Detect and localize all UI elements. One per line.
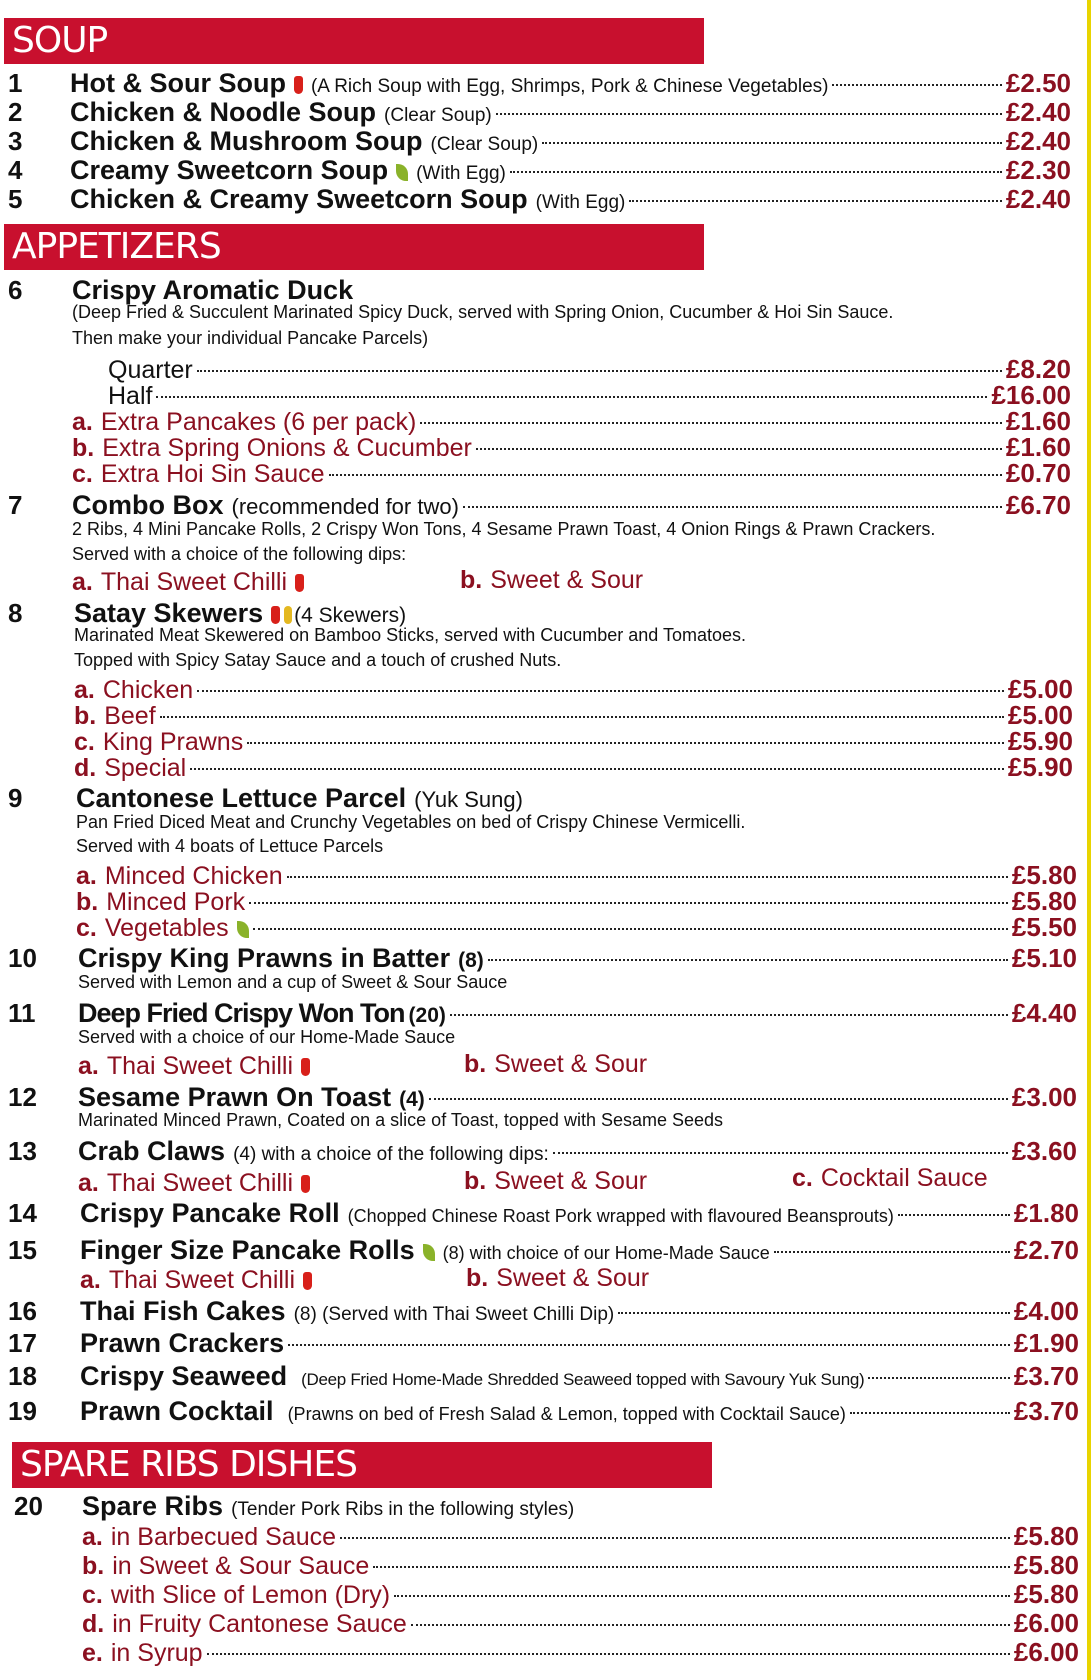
item-number: 18 <box>8 1361 37 1391</box>
item-name: Crab Claws <box>78 1136 226 1166</box>
option-name: Sweet & Sour <box>494 1167 648 1195</box>
menu-item <box>0 1396 1091 1426</box>
option-letter: b. <box>466 1264 489 1292</box>
dot-leader <box>190 768 1004 770</box>
dot-leader <box>496 113 1002 115</box>
dot-leader <box>618 1312 1010 1314</box>
item-name: Deep Fried Crispy Won Ton <box>78 998 405 1028</box>
item-price: £6.70 <box>1005 490 1071 520</box>
dot-leader <box>629 200 1002 202</box>
item-name: Cantonese Lettuce Parcel <box>76 783 407 813</box>
menu-item <box>0 943 1091 973</box>
option-letter: a. <box>72 568 93 596</box>
item-price: £2.70 <box>1013 1235 1079 1265</box>
item-name: Crispy King Prawns in Batter <box>78 943 451 973</box>
item-description: Marinated Minced Prawn, Coated on a slice of Toast, topped with Sesame Seeds <box>78 1110 724 1130</box>
option-letter: b. <box>464 1167 487 1195</box>
option-name: Sweet & Sour <box>494 1050 648 1078</box>
option-letter: a. <box>72 408 93 436</box>
dot-leader <box>411 1624 1010 1626</box>
item-name: Crispy Seaweed <box>80 1361 288 1391</box>
option-name: Thai Sweet Chilli <box>106 1169 294 1197</box>
option-row <box>460 565 643 595</box>
chilli-icon <box>301 1175 310 1193</box>
option-row <box>76 912 1077 943</box>
dot-leader <box>253 928 1008 930</box>
option-name: Sweet & Sour <box>490 566 644 594</box>
menu-item <box>0 490 1091 520</box>
item-number: 6 <box>8 275 23 305</box>
option-letter: c. <box>76 914 97 942</box>
option-name: Thai Sweet Chilli <box>100 568 288 596</box>
item-number: 5 <box>8 184 23 214</box>
option-name: Minced Chicken <box>104 862 283 890</box>
dot-leader <box>340 1537 1010 1539</box>
menu-item <box>0 1296 1091 1326</box>
leaf-icon <box>396 164 408 181</box>
item-price: £0.70 <box>1005 458 1071 488</box>
menu-item <box>0 126 1091 156</box>
item-note: (Prawns on bed of Fresh Salad & Lemon, topped with Cocktail Sauce) <box>287 1404 846 1424</box>
item-name: Crispy Aromatic Duck <box>72 275 354 305</box>
item-note: (With Egg) <box>535 192 626 213</box>
dot-leader <box>287 876 1008 878</box>
option-row <box>82 1550 1079 1581</box>
item-price: £1.60 <box>1005 406 1071 436</box>
item-number: 16 <box>8 1296 37 1326</box>
section-banner-appetizers <box>4 224 704 270</box>
option-letter: b. <box>460 566 483 594</box>
chilli-icon <box>303 1272 312 1290</box>
dot-leader <box>156 396 987 398</box>
option-name: Extra Pancakes (6 per pack) <box>100 408 417 436</box>
item-price: £2.50 <box>1005 68 1071 98</box>
option-name: Thai Sweet Chilli <box>108 1266 296 1294</box>
option-letter: a. <box>78 1169 99 1197</box>
item-number: 12 <box>8 1082 37 1112</box>
item-name: Creamy Sweetcorn Soup <box>70 155 389 185</box>
option-row <box>464 1049 647 1079</box>
option-name: in Syrup <box>110 1639 203 1667</box>
option-letter: b. <box>72 434 95 462</box>
chilli-icon <box>301 1058 310 1076</box>
dot-leader <box>160 716 1004 718</box>
item-number: 10 <box>8 943 37 973</box>
nut-icon <box>284 606 292 624</box>
item-price: £5.00 <box>1007 674 1073 704</box>
item-price: £4.40 <box>1011 998 1077 1028</box>
option-row <box>82 1608 1079 1639</box>
item-price: £5.10 <box>1011 943 1077 973</box>
item-note: (8) (Served with Thai Sweet Chilli Dip) <box>293 1304 615 1325</box>
dot-leader <box>476 448 1002 450</box>
dot-leader <box>510 171 1002 173</box>
item-name: Chicken & Noodle Soup <box>70 97 377 127</box>
chilli-icon <box>295 574 304 592</box>
dot-leader <box>420 422 1002 424</box>
option-name: Special <box>104 754 187 782</box>
item-price: £6.00 <box>1013 1637 1079 1667</box>
item-price: £3.60 <box>1011 1136 1077 1166</box>
dot-leader <box>488 959 1008 961</box>
item-number: 17 <box>8 1328 37 1358</box>
sub-item-name: Quarter <box>108 356 193 384</box>
chilli-icon <box>271 606 280 624</box>
dot-leader <box>450 1014 1008 1016</box>
dot-leader <box>463 506 1002 508</box>
option-letter: a. <box>74 676 95 704</box>
item-description: Served with a choice of our Home-Made Sauce <box>78 1027 456 1047</box>
item-note: (Chopped Chinese Roast Pork wrapped with flavoured Beansprouts) <box>347 1206 894 1226</box>
option-row <box>82 1521 1079 1552</box>
item-name: Satay Skewers <box>74 598 264 628</box>
option-letter: b. <box>74 702 97 730</box>
dot-leader <box>832 84 1001 86</box>
item-number: 9 <box>8 783 23 813</box>
item-price: £5.90 <box>1007 752 1073 782</box>
option-letter: a. <box>78 1052 99 1080</box>
option-row <box>792 1163 988 1193</box>
option-letter: d. <box>74 754 97 782</box>
item-name: Combo Box <box>72 490 224 520</box>
item-number: 7 <box>8 490 23 520</box>
item-price: £5.90 <box>1007 726 1073 756</box>
option-letter: c. <box>82 1581 103 1609</box>
item-price: £5.00 <box>1007 700 1073 730</box>
item-name: Sesame Prawn On Toast <box>78 1082 392 1112</box>
option-name: Extra Spring Onions & Cucumber <box>102 434 472 462</box>
item-number: 15 <box>8 1235 37 1265</box>
item-price: £2.40 <box>1005 126 1071 156</box>
option-letter: b. <box>76 888 99 916</box>
dot-leader <box>542 142 1002 144</box>
option-name: in Sweet & Sour Sauce <box>112 1552 370 1580</box>
option-letter: c. <box>74 728 95 756</box>
menu-item <box>0 155 1091 185</box>
option-letter: b. <box>464 1050 487 1078</box>
dot-leader <box>429 1098 1008 1100</box>
sub-item-name: Half <box>108 382 153 410</box>
dot-leader <box>868 1377 1010 1379</box>
option-row <box>74 752 1073 783</box>
option-row <box>72 458 1071 489</box>
item-number: 11 <box>8 998 36 1028</box>
menu-item <box>0 1328 1091 1358</box>
item-number: 8 <box>8 598 23 628</box>
item-price: £5.80 <box>1011 886 1077 916</box>
menu-item <box>0 998 1091 1028</box>
option-row <box>80 1265 312 1295</box>
item-number: 3 <box>8 126 23 156</box>
option-row <box>78 1051 310 1081</box>
item-price: £3.00 <box>1011 1082 1077 1112</box>
item-description: Served with Lemon and a cup of Sweet & Sour Sauce <box>78 972 508 992</box>
item-name: Hot & Sour Soup <box>70 68 286 98</box>
option-name: Cocktail Sauce <box>820 1164 988 1192</box>
section-banner-spare-ribs <box>12 1442 712 1488</box>
item-description: Marinated Meat Skewered on Bamboo Sticks, served with Cucumber and Tomatoes. <box>74 625 746 645</box>
option-name: Vegetables <box>104 914 229 942</box>
item-price: £5.80 <box>1013 1550 1079 1580</box>
menu-item <box>0 184 1091 214</box>
item-name: Finger Size Pancake Rolls <box>80 1235 415 1265</box>
dot-leader <box>288 1344 1010 1346</box>
option-letter: b. <box>82 1552 105 1580</box>
item-note: (8) <box>458 949 484 972</box>
option-letter: e. <box>82 1639 103 1667</box>
chilli-icon <box>294 76 303 94</box>
option-row <box>72 567 304 597</box>
dot-leader <box>329 474 1002 476</box>
option-name: Minced Pork <box>106 888 246 916</box>
item-price: £2.40 <box>1005 184 1071 214</box>
option-name: Sweet & Sour <box>496 1264 650 1292</box>
item-price: £3.70 <box>1013 1396 1079 1426</box>
dot-leader <box>373 1566 1010 1568</box>
option-name: Chicken <box>102 676 194 704</box>
item-price: £2.40 <box>1005 97 1071 127</box>
item-note: (Clear Soup) <box>384 105 492 126</box>
item-number: 4 <box>8 155 23 185</box>
dot-leader <box>197 370 1002 372</box>
dot-leader <box>774 1251 1010 1253</box>
section-banner-soup <box>4 18 704 64</box>
item-name: Prawn Crackers <box>80 1328 285 1358</box>
dot-leader <box>850 1412 1010 1414</box>
item-note: (20) <box>408 1004 446 1027</box>
item-price: £1.80 <box>1013 1198 1079 1228</box>
item-note: (4) with a choice of the following dips: <box>233 1144 549 1165</box>
section-title: APPETIZERS <box>12 226 221 267</box>
item-price: £1.60 <box>1005 432 1071 462</box>
item-price: £16.00 <box>991 380 1071 410</box>
item-note: (A Rich Soup with Egg, Shrimps, Pork & Chinese Vegetables) <box>310 76 829 97</box>
item-note: (recommended for two) <box>231 494 459 519</box>
menu-item <box>0 1198 1091 1228</box>
item-name: Thai Fish Cakes <box>80 1296 286 1326</box>
menu-item <box>0 97 1091 127</box>
item-note: (Clear Soup) <box>430 134 539 155</box>
dot-leader <box>553 1152 1008 1154</box>
item-number: 14 <box>8 1198 37 1228</box>
item-price: £6.00 <box>1013 1608 1079 1638</box>
section-title: SPARE RIBS DISHES <box>20 1444 357 1485</box>
option-row <box>78 1168 310 1198</box>
option-letter: a. <box>82 1523 103 1551</box>
section-title: SOUP <box>12 20 108 61</box>
item-description: Served with a choice of the following dips: <box>72 544 407 564</box>
item-description: Topped with Spicy Satay Sauce and a touch of crushed Nuts. <box>74 650 562 670</box>
dot-leader <box>207 1653 1010 1655</box>
item-note: (4) <box>399 1088 425 1111</box>
item-description: Then make your individual Pancake Parcels) <box>72 328 429 348</box>
menu-item <box>0 68 1091 98</box>
item-price: £1.90 <box>1013 1328 1079 1358</box>
item-price: £2.30 <box>1005 155 1071 185</box>
leaf-icon <box>237 921 249 938</box>
item-number: 20 <box>14 1491 43 1521</box>
item-name: Chicken & Mushroom Soup <box>70 126 423 156</box>
item-note: (Deep Fried Home-Made Shredded Seaweed topped with Savoury Yuk Sung) <box>301 1370 865 1389</box>
item-description: 2 Ribs, 4 Mini Pancake Rolls, 2 Crispy Won Tons, 4 Sesame Prawn Toast, 4 Onion Rings & Prawn Crackers. <box>72 519 936 539</box>
option-name: King Prawns <box>102 728 244 756</box>
item-number: 13 <box>8 1136 37 1166</box>
item-price: £3.70 <box>1013 1361 1079 1391</box>
option-name: with Slice of Lemon (Dry) <box>110 1581 391 1609</box>
option-letter: c. <box>72 460 93 488</box>
option-name: Extra Hoi Sin Sauce <box>100 460 325 488</box>
dot-leader <box>394 1595 1010 1597</box>
item-price: £5.80 <box>1011 860 1077 890</box>
item-number: 19 <box>8 1396 37 1426</box>
menu-item <box>0 1361 1091 1391</box>
item-name: Chicken & Creamy Sweetcorn Soup <box>70 184 528 214</box>
menu-item <box>0 783 1091 813</box>
option-row <box>466 1263 649 1293</box>
menu-item <box>0 1491 1091 1521</box>
leaf-icon <box>423 1244 435 1261</box>
item-description: Pan Fried Diced Meat and Crunchy Vegetables on bed of Crispy Chinese Vermicelli. <box>76 812 746 832</box>
item-note: (With Egg) <box>416 163 506 184</box>
option-row <box>82 1579 1079 1610</box>
item-note: (8) with choice of our Home-Made Sauce <box>442 1243 770 1263</box>
option-letter: d. <box>82 1610 105 1638</box>
item-description: Served with 4 boats of Lettuce Parcels <box>76 836 384 856</box>
option-name: Beef <box>104 702 156 730</box>
item-name: Spare Ribs <box>82 1491 224 1521</box>
item-price: £8.20 <box>1005 354 1071 384</box>
menu-item <box>0 1235 1091 1265</box>
item-name: Prawn Cocktail <box>80 1396 274 1426</box>
option-letter: c. <box>792 1164 813 1192</box>
item-name: Crispy Pancake Roll <box>80 1198 340 1228</box>
option-name: in Fruity Cantonese Sauce <box>112 1610 407 1638</box>
item-description: (Deep Fried & Succulent Marinated Spicy Duck, served with Spring Onion, Cucumber & Hoi Sin Sauce. <box>72 302 894 322</box>
item-note: (4 Skewers) <box>294 604 407 627</box>
item-price: £5.50 <box>1011 912 1077 942</box>
item-note: (Yuk Sung) <box>414 787 523 812</box>
option-row <box>464 1166 647 1196</box>
menu-item <box>0 1136 1091 1166</box>
item-note: (Tender Pork Ribs in the following styles) <box>231 1499 575 1520</box>
dot-leader <box>898 1214 1010 1216</box>
option-letter: a. <box>80 1266 101 1294</box>
item-price: £5.80 <box>1013 1579 1079 1609</box>
option-letter: a. <box>76 862 97 890</box>
dot-leader <box>247 742 1004 744</box>
dot-leader <box>197 690 1004 692</box>
dot-leader <box>249 902 1008 904</box>
item-price: £5.80 <box>1013 1521 1079 1551</box>
option-name: Thai Sweet Chilli <box>106 1052 294 1080</box>
item-number: 2 <box>8 97 23 127</box>
page-edge-stripe <box>1087 0 1091 1680</box>
option-name: in Barbecued Sauce <box>110 1523 337 1551</box>
item-number: 1 <box>8 68 23 98</box>
item-price: £4.00 <box>1013 1296 1079 1326</box>
option-row <box>82 1637 1079 1668</box>
